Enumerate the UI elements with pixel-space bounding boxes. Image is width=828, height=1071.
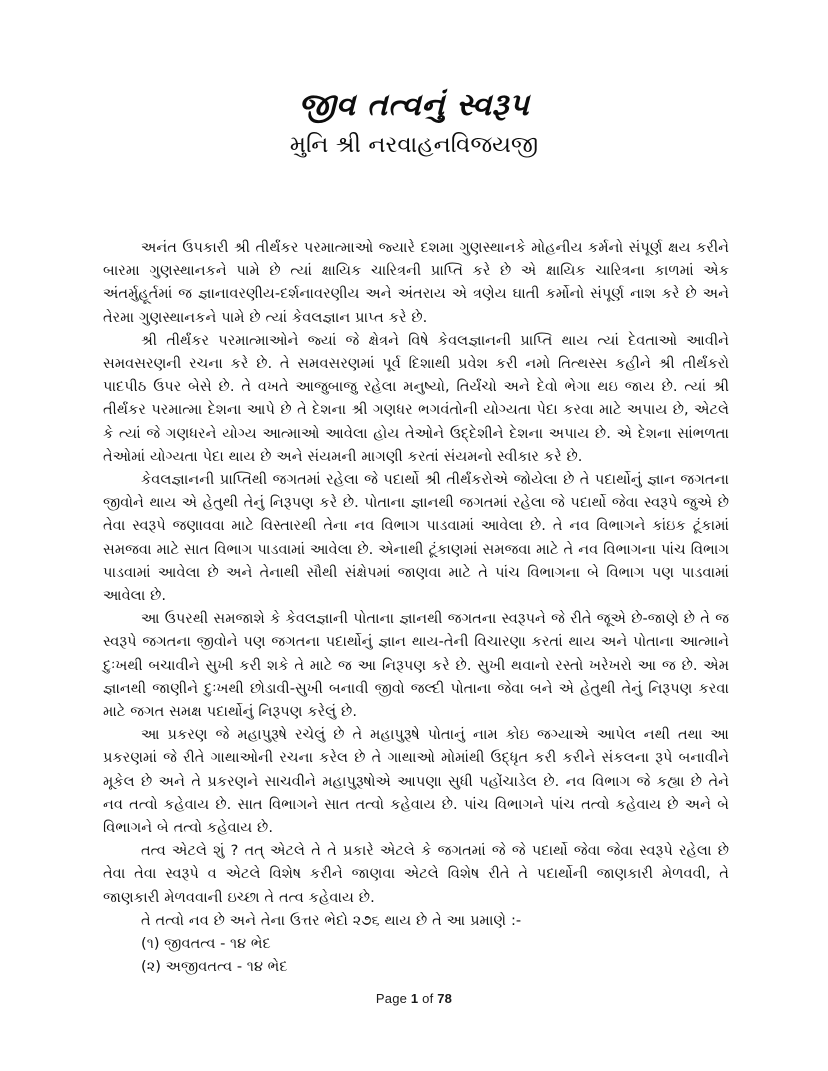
body-paragraph: અનંત ઉપકારી શ્રી તીર્થંકર પરમાત્માઓ જ્યારે દશમા ગુણસ્થાનકે મોહનીય કર્મનો સંપૂર્ણ ક્ષય કરીને બારમા ગુણસ્થાનકને પામે છે ત્યાં ક્ષાયિક ચારિત્રની પ્રાપ્તિ કરે છે એ ક્ષાયિક ચારિત્રના કાળમાં એક અંતર્મુહૂર્તમાં જ જ્ઞાનાવરણીય-દર્શનાવરણીય અને અંતરાય એ ત્રણેય ઘાતી કર્મોનો સંપૂર્ણ નાશ કરે છે અને તેરમા ગુણસ્થાનકને પામે છે ત્યાં કેવલજ્ઞાન પ્રાપ્ત કરે છે.: [103, 239, 729, 326]
list-item: (૧) જીવતત્વ - ૧૪ ભેદ: [141, 935, 271, 953]
document-body: [103, 236, 729, 979]
list-item: (૨) અજીવતત્વ - ૧૪ ભેદ: [141, 958, 288, 976]
page-footer: [0, 991, 828, 1006]
page-number-label: [376, 991, 452, 1006]
author-name: મુનિ શ્રી નરવાહનવિજયજી: [289, 132, 539, 159]
footer-separator: of: [422, 991, 434, 1006]
tattva-list: [103, 932, 729, 978]
footer-prefix: Page: [375, 991, 408, 1006]
body-paragraph: કેવલજ્ઞાનની પ્રાપ્તિથી જગતમાં રહેલા જે પદાર્થો શ્રી તીર્થંકરોએ જોયેલા છે તે પદાર્થોનું જ્ઞાન જગતના જીવોને થાય એ હેતુથી તેનું નિરૂપણ કરે છે. પોતાના જ્ઞાનથી જગતમાં રહેલા જે પદાર્થો જેવા સ્વરૂપે જુએ છે તેવા સ્વરૂપે જણાવવા માટે વિસ્તારથી તેના નવ વિભાગ પાડવામાં આવેલા છે. તે નવ વિભાગને કાંઇક ટૂંકામાં સમજવા માટે સાત વિભાગ પાડવામાં આવેલા છે. એનાથી ટૂંકાણમાં સમજવા માટે તે નવ વિભાગના પાંચ વિભાગ પાડવામાં આવેલા છે અને તેનાથી સૌથી સંક્ષેપમાં જાણવા માટે તે પાંચ વિભાગના બે વિભાગ પણ પાડવામાં આવેલા છે.: [103, 471, 729, 605]
page-title: જીવ તત્વનું સ્વરૂપ: [298, 87, 530, 123]
body-paragraph: તત્વ એટલે શું ? તત્ એટલે તે તે પ્રકારે એટલે કે જગતમાં જે જે પદાર્થો જેવા જેવા સ્વરૂપે રહેલા છે તેવા તેવા સ્વરૂપે વ એટલે વિશેષ કરીને જાણવા એટલે વિશેષ રીતે તે પદાર્થોની જાણકારી મેળવવી, તે જાણકારી મેળવવાની ઇચ્છા તે તત્વ કહેવાય છે.: [103, 842, 729, 906]
body-paragraph: આ ઉપરથી સમજાશે કે કેવલજ્ઞાની પોતાના જ્ઞાનથી જગતના સ્વરૂપને જે રીતે જૂએ છે-જાણે છે તે જ સ્વરૂપે જગતના જીવોને પણ જગતના પદાર્થોનું જ્ઞાન થાય-તેની વિચારણા કરતાં થાય અને પોતાના આત્માને દુઃખથી બચાવીને સુખી કરી શકે તે માટે જ આ નિરૂપણ કરે છે. સુખી થવાનો રસ્તો ખરેખરો આ જ છે. એમ જ્ઞાનથી જાણીને દુઃખથી છોડાવી-સુખી બનાવી જીવો જલ્દી પોતાના જેવા બને એ હેતુથી તેનું નિરૂપણ કરવા માટે જગત સમક્ષ પદાર્થોનું નિરૂપણ કરેલું છે.: [103, 610, 730, 721]
footer-total-pages: 78: [437, 991, 453, 1006]
document-header: [0, 88, 828, 160]
footer-current-page: 1: [410, 991, 419, 1006]
body-paragraph: આ પ્રકરણ જે મહાપુરૂષે રચેલું છે તે મહાપુરૂષે પોતાનું નામ કોઇ જગ્યાએ આપેલ નથી તથા આ પ્રકરણમાં જે રીતે ગાથાઓની રચના કરેલ છે તે ગાથાઓ મોમાંથી ઉદ્ધૃત કરી કરીને સંકલના રૂપે બનાવીને મૂકેલ છે અને તે પ્રકરણને સાચવીને મહાપુરૂષોએ આપણા સુધી પહોંચાડેલ છે. નવ વિભાગ જે કહ્યા છે તેને નવ તત્વો કહેવાય છે. સાત વિભાગને સાત તત્વો કહેવાય છે. પાંચ વિભાગને પાંચ તત્વો કહેવાય છે અને બે વિભાગને બે તત્વો કહેવાય છે.: [103, 726, 729, 837]
body-paragraph: શ્રી તીર્થંકર પરમાત્માઓને જ્યાં જે ક્ષેત્રને વિષે કેવલજ્ઞાનની પ્રાપ્તિ થાય ત્યાં દેવતાઓ આવીને સમવસરણની રચના કરે છે. તે સમવસરણમાં પૂર્વ દિશાથી પ્રવેશ કરી નમો તિત્થસ્સ કહીને શ્રી તીર્થંકરો પાદપીઠ ઉપર બેસે છે. તે વખતે આજુબાજુ રહેલા મનુષ્યો, તિર્યંચો અને દેવો ભેગા થઇ જાય છે. ત્યાં શ્રી તીર્થંકર પરમાત્મા દેશના આપે છે તે દેશના શ્રી ગણધર ભગવંતોની યોગ્યતા પેદા કરવા માટે અપાય છે, એટલે કે ત્યાં જે ગણધરને યોગ્ય આત્માઓ આવેલા હોય તેઓને ઉદ્દેશીને દેશના અપાય છે. એ દેશના સાંભળતા તેઓમાં યોગ્યતા પેદા થાય છે અને સંયમની માગણી કરતાં સંયમનો સ્વીકાર કરે છે.: [103, 331, 730, 465]
body-paragraph: તે તત્વો નવ છે અને તેના ઉત્તર ભેદો ૨૭૬ થાય છે તે આ પ્રમાણે :-: [141, 911, 522, 929]
